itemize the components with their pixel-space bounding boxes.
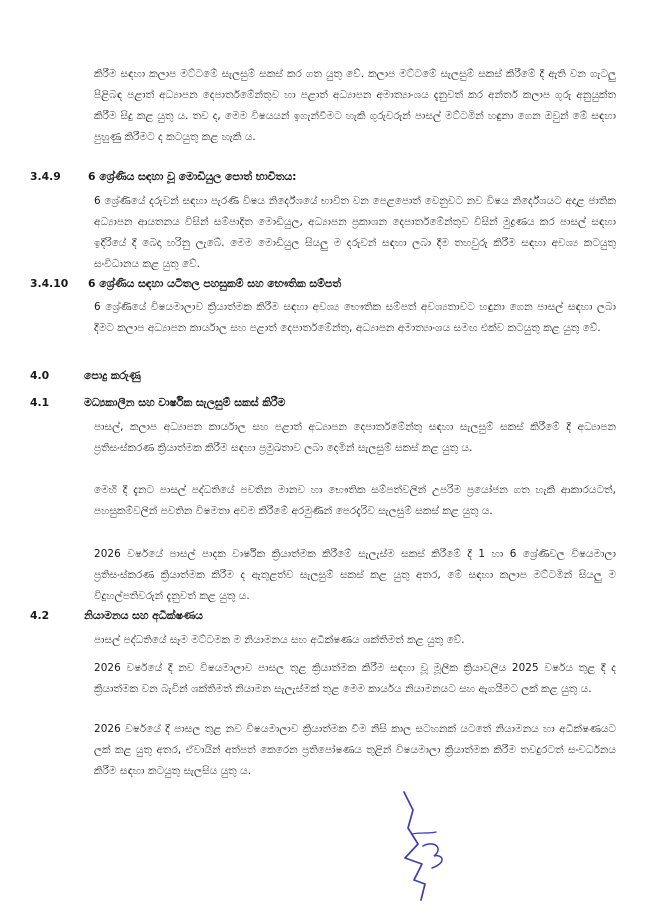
- paragraph-planning-priority: පාසල්, කලාප අධ්‍යාපන කාර්යාල සහ පළාත් අධ්‍යාපන දෙපාර්තමේන්තු සඳහා සැලසුම් සකස් කිරීමේ දී අධ්‍යාපන ප්‍රතිසංස්කරණ ක්‍රියාත්මක කිරීම සඳහා ප්‍රමුඛතාව ලබා දෙමින් සැලසුම් සකස් කළ යුතු ය.: [94, 421, 616, 454]
- heading-number: 4.2: [30, 609, 50, 622]
- handwritten-signature: [398, 788, 456, 904]
- heading-title: නියාමනය සහ අධීක්ෂණය: [84, 609, 203, 622]
- paragraph-physical-resources: 6 ශ්‍රේණියේ විෂයමාලාව ක්‍රියාත්මක කිරීම සඳහා අවශ්‍ය භෞතික සම්පත් අවශ්‍යතාවට හඳුනා ගෙන පාසල් සඳහා ලබා දීමට කලාප අධ්‍යාපන කාර්යාල සහ පළාත් දෙපාර්තමේන්තු, අධ්‍යාපන අමාත්‍යාංශය සමඟ එක්ව කටයුතු කළ යුතු වේ.: [94, 301, 616, 334]
- paragraph-monitoring-2026: 2026 වර්ෂයේ දී පාසල තුළ නව විෂයමාලාව ක්‍රියාත්මක වීම නිසි කාල සටහනක් යටතේ නියාමනය හා අධීක්ෂණයට ලක් කළ යුතු අතර, ඒවායින් අත්පත් කෙරෙන ප්‍රතිපෝෂණය තුළින් විෂයමාලා ක්‍රියාත්මක කිරීම තවදුරටත් සංවර්ධනය කිරීම සඳහා කටයුතු සැලසිය යුතු ය.: [94, 723, 616, 777]
- paragraph-regulation-levels: පාසල් පද්ධතියේ සෑම මට්ටමක ම නියාමනය සහ අධීක්ෂණය ශක්තිමත් කළ යුතු වේ.: [94, 634, 465, 646]
- heading-number: 4.0: [30, 369, 50, 382]
- heading-title: පොදු කරුණු: [84, 369, 141, 382]
- heading-number: 4.1: [30, 396, 50, 409]
- paragraph-module-books: 6 ශ්‍රේණියේ දරුවන් සඳහා පැරණි විෂය නිර්දේශයේ භාවිත වන පෙළපොත් වෙනුවට නව විෂය නිර්දේශයට අදාළ ජාතික අධ්‍යාපන ආයතනය විසින් සම්පාදිත මොඩියුල, අධ්‍යාපන ප්‍රකාශන දෙපාර්තමේන්තුව විසින් මුද්‍රණය කර පාසල් සඳහා ඉදිරියේ දී බෙදා හරිනු ලැබේ. මෙම මොඩියුල සියලු ම දරුවන් සඳහා ලබා දීම තහවුරු කිරීම සඳහා අවශ්‍ය කටයුතු සංවිධානය කළ යුතු වේ.: [94, 195, 616, 270]
- paragraph-resource-utilization: මෙහි දී දැනට පාසල් පද්ධතියේ පවතින මානව හා භෞතික සම්පත්වලින් උපරිම ප්‍රයෝජන ගත හැකි ආකාරයටත්, පහසුකම්වලින් පවතින විෂමතා අවම කිරීමේ අරමුණින් පෙරදැරිව සැලසුම් සකස් කළ යුතු ය.: [94, 484, 616, 517]
- heading-number: 3.4.10: [30, 277, 69, 290]
- paragraph-zone-planning: කිරීම සඳහා කලාප මට්ටමේ සැලසුම් සකස් කර ගත යුතු වේ. කලාප මට්ටමේ සැලසුම් සකස් කිරීමේ දී ඇති වන ගැටලු පිළිබඳ පළාත් අධ්‍යාපන දෙපාර්තමේන්තුව හා පළාත් අධ්‍යාපන අමාත්‍යාංශය දැනුවත් කර අන්තර් කලාප ගුරු අනුයුක්ත කිරීම සිදු කළ යුතු ය. තව ද, මෙම විෂයයන් ඉගැන්වීමට හැකි ගුරුවරුන් පාසල් මට්ටමින් හඳුනා ගෙන ඔවුන් මේ සඳහා පුහුණු කිරීමට ද කටයුතු කළ හැකි ය.: [94, 68, 616, 143]
- heading-title: 6 ශ්‍රේණිය සඳහා යටිතල පහසුකම් සහ භෞතික සම්පත්: [88, 277, 341, 290]
- heading-title: මධ්‍යකාලීන සහ වාර්ෂික සැලසුම් සකස් කිරීම: [84, 396, 286, 409]
- heading-title: 6 ශ්‍රේණිය සඳහා වූ මොඩියුල පොත් භාවිතය:: [88, 170, 297, 183]
- heading-number: 3.4.9: [30, 170, 61, 183]
- paragraph-annual-plan-2026: 2026 වර්ෂයේ පාසල් පාදක වාර්ෂික ක්‍රියාත්මක කිරීමේ සැලැස්ම සකස් කිරීමේ දී 1 හා 6 ශ්‍රේණිවල විෂයමාලා ප්‍රතිසංස්කරණ ක්‍රියාත්මක කිරීම ද ඇතුළත්ව සැලසුම් සකස් කළ යුතු අතර, මේ සඳහා කලාප මට්ටමින් සියලු ම විදුහල්පතිවරුන් දැනුවත් කළ යුතු ය.: [94, 548, 616, 602]
- paragraph-regulation-2025: 2026 වර්ෂයේ දී නව විෂයමාලාව පාසල තුළ ක්‍රියාත්මක කිරීම සඳහා වූ මූලික ක්‍රියාවලිය 2025 වර්ෂය තුළ දී ද ක්‍රියාත්මක වන බැවින් ශක්තිමත් නියාමන සැලැස්මක් තුළ මෙම කාර්යය නියාමනයට සහ ඇගයීමට ලක් කළ යුතු ය.: [94, 662, 616, 695]
